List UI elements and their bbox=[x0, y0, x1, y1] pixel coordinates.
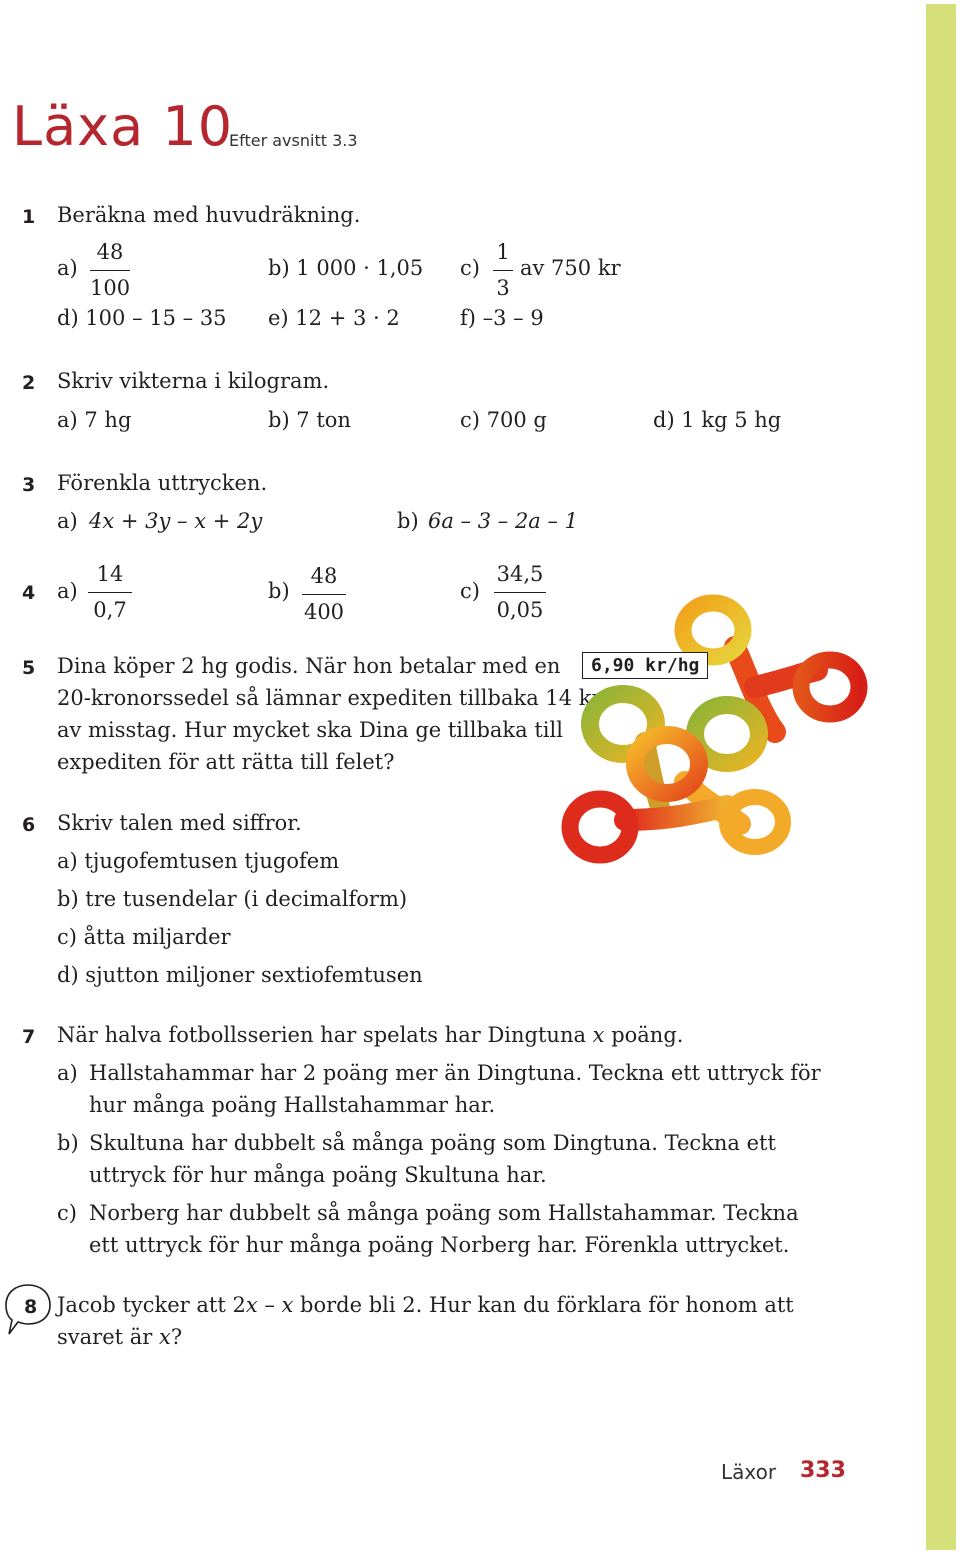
question-number-2: 2 bbox=[22, 372, 36, 394]
q7-b-label: b) bbox=[57, 1131, 79, 1155]
q1-b: b) 1 000 · 1,05 bbox=[268, 256, 424, 280]
q4-b-denominator: 400 bbox=[303, 600, 345, 624]
q6-a: a) tjugofemtusen tjugofem bbox=[57, 849, 340, 873]
question-number-7: 7 bbox=[22, 1026, 36, 1048]
q8-line-1 bbox=[57, 1293, 794, 1317]
q6-d: d) sjutton miljoner sextiofemtusen bbox=[57, 963, 423, 987]
fraction-bar bbox=[494, 592, 546, 593]
q4-a-numerator: 14 bbox=[96, 562, 124, 586]
q1-e: e) 12 + 3 · 2 bbox=[268, 306, 400, 330]
q4-c-denominator: 0,05 bbox=[496, 598, 544, 622]
q4-b-numerator: 48 bbox=[310, 564, 338, 588]
q7-prompt-end: poäng. bbox=[604, 1023, 684, 1047]
q3-a-expression: 4x + 3y – x + 2y bbox=[89, 509, 263, 533]
q8-text: Jacob tycker att 2 bbox=[57, 1293, 246, 1317]
fraction-bar bbox=[493, 270, 513, 271]
q8-text-end: borde bli 2. Hur kan du förklara för honom att bbox=[293, 1293, 794, 1317]
variable-x: x bbox=[158, 1325, 171, 1349]
q4-a-fraction bbox=[88, 559, 132, 625]
q1-c-label: c) bbox=[460, 256, 480, 280]
q5-text-line-3: av misstag. Hur mycket ska Dina ge tillbaka till bbox=[57, 718, 563, 742]
question-number-6: 6 bbox=[22, 814, 36, 836]
q2-prompt: Skriv vikterna i kilogram. bbox=[57, 369, 330, 393]
q1-f: f) –3 – 9 bbox=[460, 306, 544, 330]
q1-prompt: Beräkna med huvudräkning. bbox=[57, 203, 361, 227]
q7-b-line-1: Skultuna har dubbelt så många poäng som Dingtuna. Teckna ett bbox=[89, 1131, 776, 1155]
q1-a-fraction bbox=[90, 237, 130, 303]
q5-text-line-4: expediten för att rätta till felet? bbox=[57, 750, 395, 774]
q3-b-label: b) bbox=[397, 509, 419, 533]
fraction-bar bbox=[88, 592, 132, 593]
q7-a-line-1: Hallstahammar har 2 poäng mer än Dingtuna. Teckna ett uttryck för bbox=[89, 1061, 821, 1085]
q1-a-numerator: 48 bbox=[96, 240, 124, 264]
question-number-4: 4 bbox=[22, 582, 36, 604]
q1-c-rest: av 750 kr bbox=[520, 256, 621, 280]
question-number-3: 3 bbox=[22, 474, 36, 496]
q3-prompt: Förenkla uttrycken. bbox=[57, 471, 268, 495]
q5-text-line-1: Dina köper 2 hg godis. När hon betalar med en bbox=[57, 654, 561, 678]
variable-x: x bbox=[281, 1293, 294, 1317]
page-subtitle: Efter avsnitt 3.3 bbox=[229, 131, 358, 150]
q7-c-line-1: Norberg har dubbelt så många poäng som Hallstahammar. Teckna bbox=[89, 1201, 799, 1225]
q2-c: c) 700 g bbox=[460, 408, 547, 432]
variable-x: x bbox=[592, 1023, 605, 1047]
q5-text-line-2: 20-kronorssedel så lämnar expediten tillbaka 14 kr bbox=[57, 686, 602, 710]
q1-a-label: a) bbox=[57, 256, 78, 280]
q3-a-label: a) bbox=[57, 509, 78, 533]
variable-x: x bbox=[245, 1293, 258, 1317]
fraction-bar bbox=[302, 594, 346, 595]
page-title: Läxa 10 bbox=[12, 95, 234, 158]
q7-b-line-2: uttryck för hur många poäng Skultuna har. bbox=[89, 1163, 547, 1187]
page-number: 333 bbox=[800, 1458, 846, 1483]
question-number-5: 5 bbox=[22, 657, 36, 679]
q7-prompt-text: När halva fotbollsserien har spelats har Dingtuna bbox=[57, 1023, 593, 1047]
q3-b-expression: 6a – 3 – 2a – 1 bbox=[428, 509, 579, 533]
color-margin-strip bbox=[926, 4, 956, 1550]
footer-section-label: Läxor bbox=[721, 1460, 777, 1484]
q6-c: c) åtta miljarder bbox=[57, 925, 231, 949]
q6-b: b) tre tusendelar (i decimalform) bbox=[57, 887, 408, 911]
q7-prompt bbox=[57, 1023, 683, 1047]
q4-a-denominator: 0,7 bbox=[93, 598, 127, 622]
q1-d: d) 100 – 15 – 35 bbox=[57, 306, 227, 330]
q1-c-fraction bbox=[493, 237, 513, 303]
q8-question-mark: ? bbox=[170, 1325, 183, 1349]
q4-c-fraction bbox=[494, 559, 546, 625]
q7-a-label: a) bbox=[57, 1061, 78, 1085]
q1-c-numerator: 1 bbox=[496, 240, 510, 264]
q2-a: a) 7 hg bbox=[57, 408, 132, 432]
q4-c-numerator: 34,5 bbox=[496, 562, 544, 586]
q7-c-label: c) bbox=[57, 1201, 77, 1225]
q7-a-line-2: hur många poäng Hallstahammar har. bbox=[89, 1093, 496, 1117]
q6-prompt: Skriv talen med siffror. bbox=[57, 811, 302, 835]
candy-pacifiers-image bbox=[555, 592, 885, 892]
q4-b-label: b) bbox=[268, 579, 290, 603]
question-number-8: 8 bbox=[24, 1296, 38, 1318]
q4-b-fraction bbox=[302, 561, 346, 627]
question-number-1: 1 bbox=[22, 206, 36, 228]
q7-c-line-2: ett uttryck för hur många poäng Norberg har. Förenkla uttrycket. bbox=[89, 1233, 790, 1257]
price-tag: 6,90 kr/hg bbox=[582, 652, 708, 679]
q4-a-label: a) bbox=[57, 579, 78, 603]
fraction-bar bbox=[90, 270, 130, 271]
q1-c-denominator: 3 bbox=[496, 276, 510, 300]
q8-line-2 bbox=[57, 1325, 182, 1349]
q4-c-label: c) bbox=[460, 579, 480, 603]
q8-text: svaret är bbox=[57, 1325, 159, 1349]
q2-d: d) 1 kg 5 hg bbox=[653, 408, 782, 432]
q1-a-denominator: 100 bbox=[90, 276, 131, 300]
q2-b: b) 7 ton bbox=[268, 408, 351, 432]
q8-minus: – bbox=[257, 1293, 282, 1317]
